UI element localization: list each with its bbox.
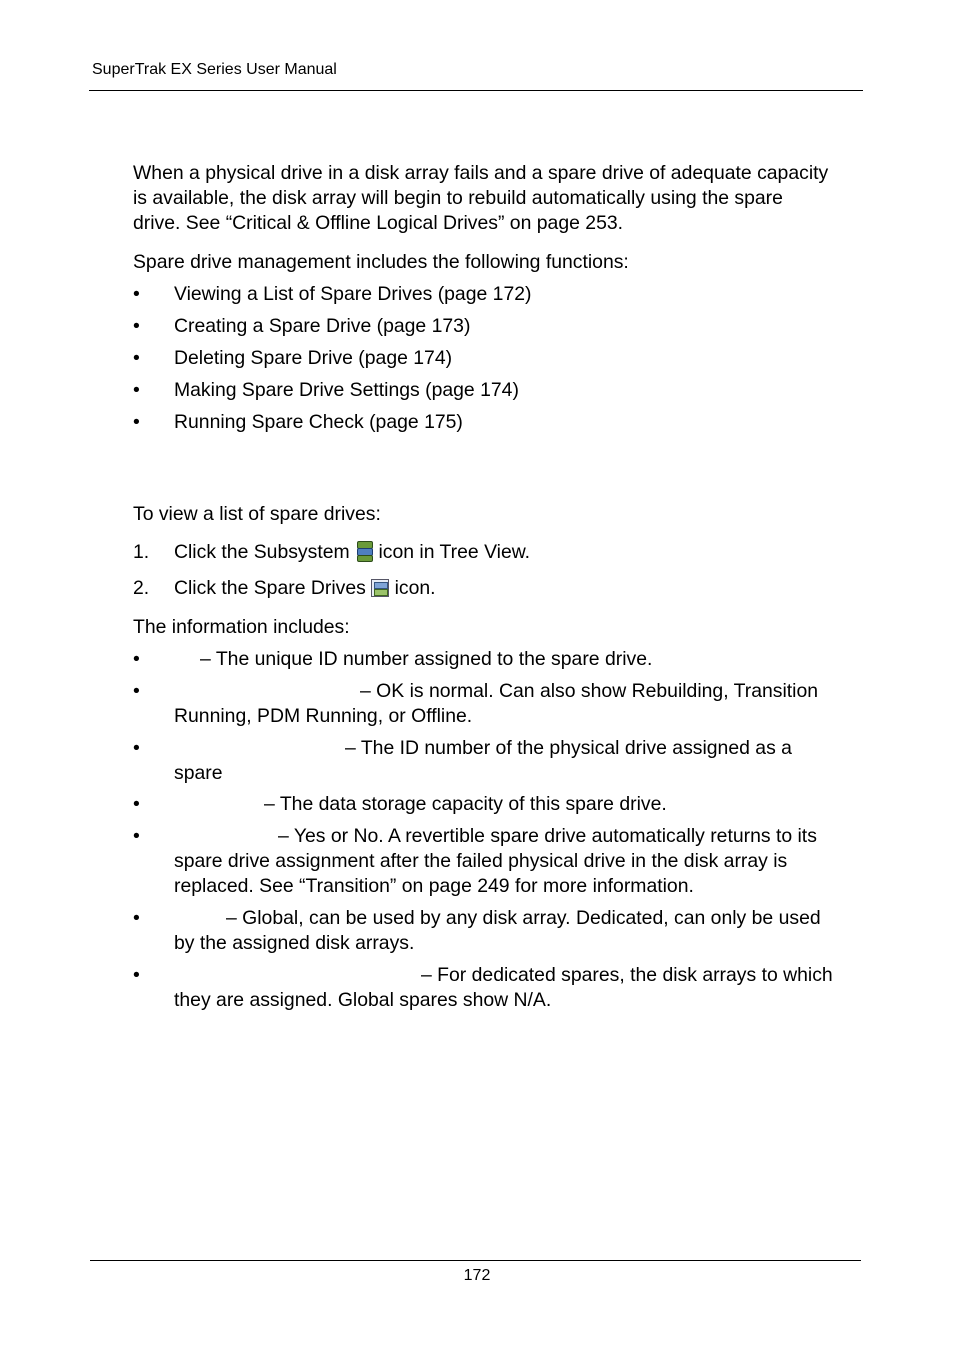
info-line: Running, PDM Running, or Offline. xyxy=(174,705,473,727)
function-link[interactable]: Creating a Spare Drive (page 173) xyxy=(174,315,471,337)
header-rule xyxy=(89,90,863,91)
function-link[interactable]: Viewing a List of Spare Drives (page 172) xyxy=(174,283,532,305)
info-line: they are assigned. Global spares show N/A. xyxy=(174,989,552,1011)
info-line: – The data storage capacity of this spare drive. xyxy=(264,793,667,815)
bullet: • xyxy=(133,964,140,986)
info-intro: The information includes: xyxy=(133,616,350,638)
intro-line: drive. See “Critical & Offline Logical Drives” on page 253. xyxy=(133,212,624,234)
step-text xyxy=(174,540,864,565)
footer-rule xyxy=(90,1260,861,1261)
function-link[interactable]: Deleting Spare Drive (page 174) xyxy=(174,347,453,369)
info-line: – For dedicated spares, the disk arrays to which xyxy=(421,964,833,986)
bullet: • xyxy=(133,347,140,369)
bullet: • xyxy=(133,793,140,815)
info-line: – The ID number of the physical drive assigned as a xyxy=(345,737,792,759)
bullet: • xyxy=(133,379,140,401)
bullet: • xyxy=(133,411,140,433)
step-text-after: icon in Tree View. xyxy=(378,541,531,563)
running-header-title: SuperTrak EX Series User Manual xyxy=(92,61,337,78)
step-text xyxy=(174,576,864,601)
info-line: spare xyxy=(174,762,223,784)
info-line: spare drive assignment after the failed physical drive in the disk array is xyxy=(174,850,788,872)
bullet: • xyxy=(133,907,140,929)
intro-line: is available, the disk array will begin to rebuild automatically using the spare xyxy=(133,187,783,209)
intro-line: When a physical drive in a disk array fails and a spare drive of adequate capacity xyxy=(133,162,829,184)
spare-drives-icon xyxy=(371,579,389,597)
step-text-after: icon. xyxy=(394,577,436,599)
subsystem-icon xyxy=(355,541,373,561)
bullet: • xyxy=(133,737,140,759)
info-line: – OK is normal. Can also show Rebuilding, Transition xyxy=(360,680,819,702)
functions-intro: Spare drive management includes the following functions: xyxy=(133,251,629,273)
bullet: • xyxy=(133,315,140,337)
info-line: by the assigned disk arrays. xyxy=(174,932,415,954)
bullet: • xyxy=(133,825,140,847)
bullet: • xyxy=(133,283,140,305)
info-line: – Yes or No. A revertible spare drive automatically returns to its xyxy=(278,825,817,847)
intro-paragraph xyxy=(133,161,863,236)
step-text-before: Click the Subsystem xyxy=(174,541,350,563)
function-link[interactable]: Running Spare Check (page 175) xyxy=(174,411,463,433)
page-number: 172 xyxy=(463,1267,491,1284)
function-link[interactable]: Making Spare Drive Settings (page 174) xyxy=(174,379,519,401)
info-line: replaced. See “Transition” on page 249 for more information. xyxy=(174,875,694,897)
info-line: – Global, can be used by any disk array. Dedicated, can only be used xyxy=(226,907,821,929)
bullet: • xyxy=(133,680,140,702)
bullet: • xyxy=(133,648,140,670)
step-number: 1. xyxy=(133,541,150,563)
info-line: – The unique ID number assigned to the spare drive. xyxy=(200,648,653,670)
view-intro: To view a list of spare drives: xyxy=(133,503,381,525)
step-text-before: Click the Spare Drives xyxy=(174,577,366,599)
step-number: 2. xyxy=(133,577,150,599)
